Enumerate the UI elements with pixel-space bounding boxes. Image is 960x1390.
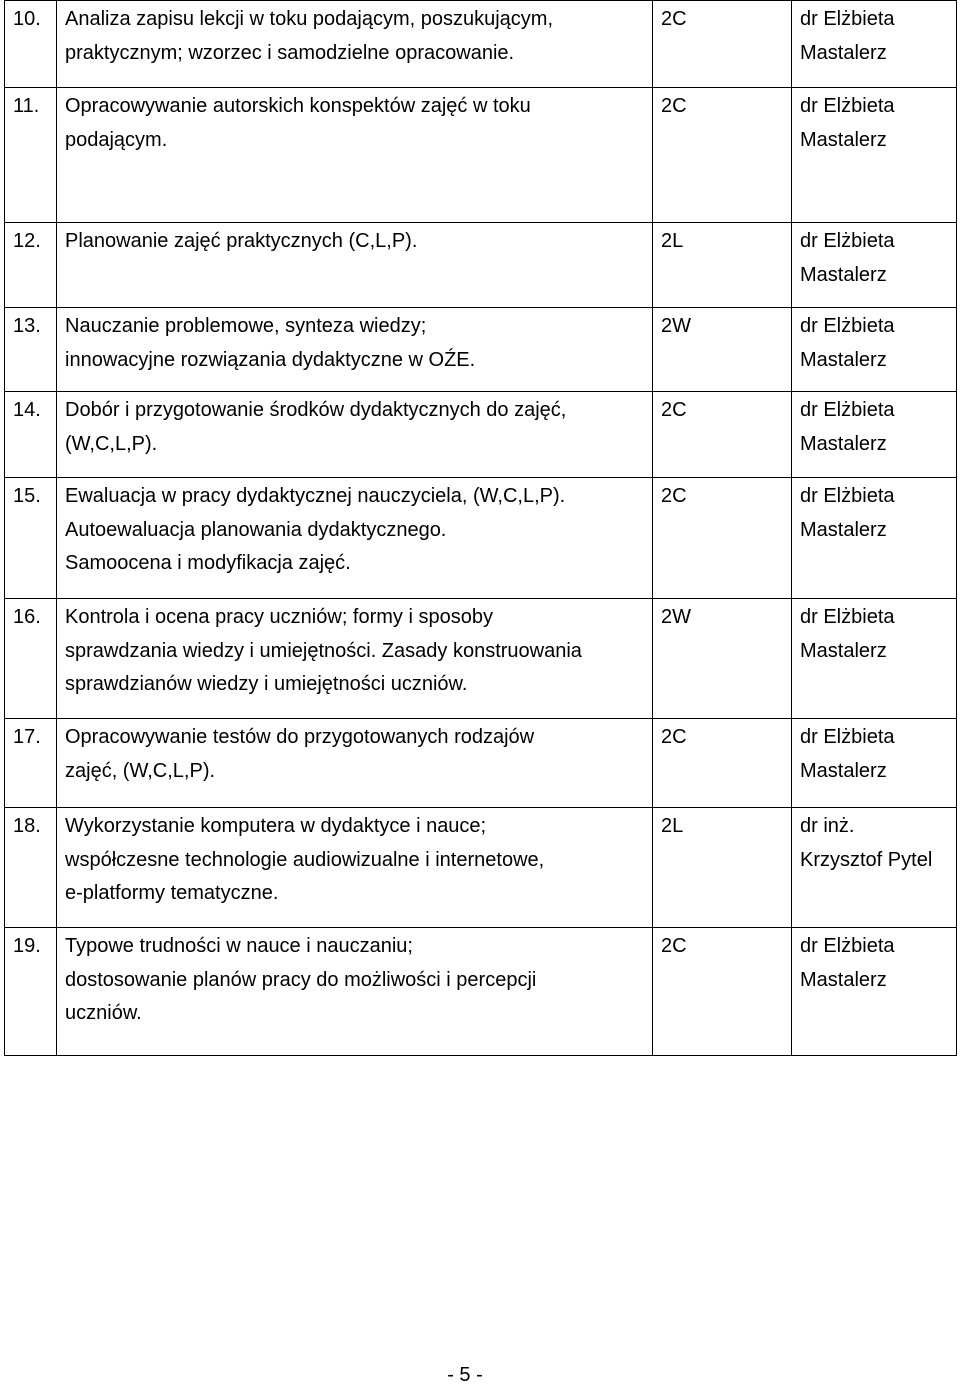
topic-description xyxy=(57,928,653,1056)
topic-line: e-platformy tematyczne. xyxy=(65,882,279,904)
topic-line: Opracowywanie autorskich konspektów zajęć w toku xyxy=(65,95,531,117)
instructor-line: Mastalerz xyxy=(800,41,887,64)
topic-line: Analiza zapisu lekcji w toku podającym, poszukującym, xyxy=(65,8,553,30)
instructor-line: Mastalerz xyxy=(800,639,887,662)
instructor-line: dr Elżbieta xyxy=(800,606,895,628)
instructor-line: Mastalerz xyxy=(800,128,887,151)
table-row xyxy=(5,223,957,308)
class-hours: 2C xyxy=(653,392,792,478)
topic-description xyxy=(57,88,653,223)
class-hours: 2L xyxy=(653,223,792,308)
class-hours: 2C xyxy=(653,478,792,599)
class-hours: 2W xyxy=(653,599,792,719)
topic-line: Ewaluacja w pracy dydaktycznej nauczyciela, (W,C,L,P). xyxy=(65,485,566,507)
class-hours: 2W xyxy=(653,308,792,392)
topic-line: Planowanie zajęć praktycznych (C,L,P). xyxy=(65,230,418,252)
topic-line: Dobór i przygotowanie środków dydaktycznych do zajęć, xyxy=(65,399,567,421)
topic-line: (W,C,L,P). xyxy=(65,432,158,455)
instructor-name xyxy=(792,719,957,808)
topic-line: Nauczanie problemowe, synteza wiedzy; xyxy=(65,315,427,337)
topic-line: innowacyjne rozwiązania dydaktyczne w OŹE. xyxy=(65,348,476,371)
instructor-name xyxy=(792,392,957,478)
table-row xyxy=(5,599,957,719)
topic-description xyxy=(57,308,653,392)
syllabus-page xyxy=(4,0,956,1056)
topic-line: Samoocena i modyfikacja zajęć. xyxy=(65,552,351,574)
topic-description xyxy=(57,719,653,808)
instructor-name xyxy=(792,308,957,392)
instructor-line: dr Elżbieta xyxy=(800,230,895,252)
instructor-line: dr Elżbieta xyxy=(800,8,895,30)
topic-number: 19. xyxy=(5,928,57,1056)
topic-line: sprawdzania wiedzy i umiejętności. Zasady konstruowania xyxy=(65,639,582,662)
topic-number: 18. xyxy=(5,808,57,928)
topic-number: 11. xyxy=(5,88,57,223)
instructor-name xyxy=(792,808,957,928)
instructor-line: dr Elżbieta xyxy=(800,485,895,507)
class-hours: 2C xyxy=(653,928,792,1056)
instructor-name xyxy=(792,928,957,1056)
topic-number: 17. xyxy=(5,719,57,808)
instructor-line: dr Elżbieta xyxy=(800,95,895,117)
topic-description xyxy=(57,392,653,478)
class-hours: 2L xyxy=(653,808,792,928)
topic-line: zajęć, (W,C,L,P). xyxy=(65,759,216,782)
instructor-line: dr inż. xyxy=(800,815,855,837)
table-row xyxy=(5,392,957,478)
topic-description xyxy=(57,808,653,928)
topic-number: 12. xyxy=(5,223,57,308)
instructor-line: Mastalerz xyxy=(800,968,887,991)
topic-line: współczesne technologie audiowizualne i internetowe, xyxy=(65,848,545,871)
instructor-line: Mastalerz xyxy=(800,432,887,455)
topic-line: dostosowanie planów pracy do możliwości i percepcji xyxy=(65,968,537,991)
instructor-line: Krzysztof Pytel xyxy=(800,848,933,871)
instructor-line: Mastalerz xyxy=(800,263,887,286)
table-row xyxy=(5,88,957,223)
instructor-name xyxy=(792,478,957,599)
topic-line: podającym. xyxy=(65,128,168,151)
topic-line: praktycznym; wzorzec i samodzielne opracowanie. xyxy=(65,41,515,64)
topic-line: Typowe trudności w nauce i nauczaniu; xyxy=(65,935,413,957)
class-hours: 2C xyxy=(653,719,792,808)
topic-line: sprawdzianów wiedzy i umiejętności uczniów. xyxy=(65,673,468,695)
topic-line: uczniów. xyxy=(65,1002,142,1024)
instructor-line: Mastalerz xyxy=(800,348,887,371)
table-row xyxy=(5,1,957,88)
table-row xyxy=(5,719,957,808)
topic-number: 13. xyxy=(5,308,57,392)
topic-description xyxy=(57,478,653,599)
instructor-name xyxy=(792,1,957,88)
syllabus-table xyxy=(4,0,957,1056)
topic-line: Kontrola i ocena pracy uczniów; formy i sposoby xyxy=(65,606,493,628)
table-row xyxy=(5,808,957,928)
page-number: - 5 - xyxy=(447,1364,483,1386)
topic-description xyxy=(57,1,653,88)
instructor-line: Mastalerz xyxy=(800,518,887,541)
syllabus-table-body xyxy=(5,1,957,1056)
topic-description xyxy=(57,223,653,308)
instructor-name xyxy=(792,223,957,308)
topic-line: Wykorzystanie komputera w dydaktyce i nauce; xyxy=(65,815,487,837)
class-hours: 2C xyxy=(653,88,792,223)
instructor-line: dr Elżbieta xyxy=(800,399,895,421)
topic-line: Autoewaluacja planowania dydaktycznego. xyxy=(65,518,447,541)
class-hours: 2C xyxy=(653,1,792,88)
topic-line: Opracowywanie testów do przygotowanych rodzajów xyxy=(65,726,535,748)
topic-number: 14. xyxy=(5,392,57,478)
table-row xyxy=(5,928,957,1056)
instructor-name xyxy=(792,88,957,223)
instructor-line: dr Elżbieta xyxy=(800,315,895,337)
table-row xyxy=(5,478,957,599)
topic-description xyxy=(57,599,653,719)
topic-number: 10. xyxy=(5,1,57,88)
topic-number: 16. xyxy=(5,599,57,719)
instructor-name xyxy=(792,599,957,719)
instructor-line: Mastalerz xyxy=(800,759,887,782)
instructor-line: dr Elżbieta xyxy=(800,726,895,748)
instructor-line: dr Elżbieta xyxy=(800,935,895,957)
table-row xyxy=(5,308,957,392)
topic-number: 15. xyxy=(5,478,57,599)
